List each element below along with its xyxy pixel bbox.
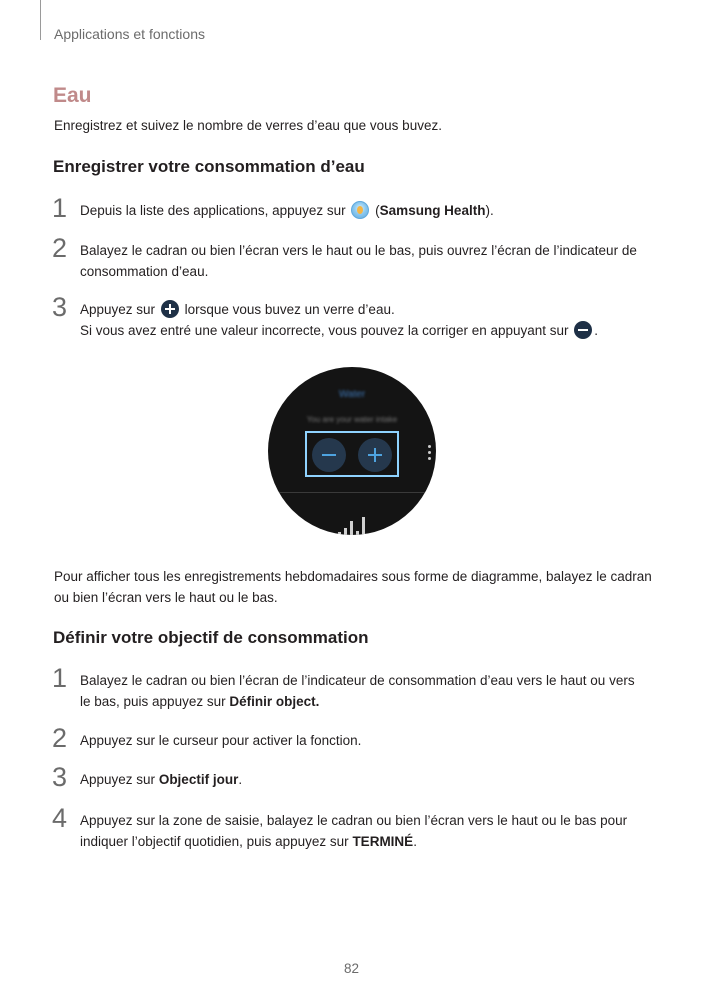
- page-title: Eau: [53, 84, 92, 107]
- step-bold: TERMINÉ: [352, 834, 414, 849]
- section-heading-record: Enregistrer votre consommation d’eau: [53, 157, 365, 176]
- intro-text: Enregistrez et suivez le nombre de verres d’eau que vous buvez.: [54, 118, 442, 133]
- step-text: [80, 769, 645, 790]
- step-number: 3: [52, 762, 68, 792]
- step-number: 4: [52, 803, 68, 833]
- step-number: 3: [52, 292, 68, 322]
- step-text-part: Appuyez sur: [80, 302, 156, 317]
- more-options-icon[interactable]: [428, 445, 431, 463]
- divider: [278, 492, 426, 493]
- step-text-part: .: [594, 323, 599, 338]
- step-bold: Définir object.: [229, 694, 320, 709]
- page-number: 82: [343, 961, 360, 976]
- watch-subtitle: You are your water intake: [306, 415, 398, 424]
- step-text: [80, 200, 645, 221]
- watch-screenshot: [268, 367, 436, 535]
- minus-circle-icon: [574, 321, 592, 339]
- step-text-part: ).: [485, 203, 494, 218]
- step-line-1: [80, 299, 645, 320]
- step-number: 1: [52, 663, 68, 693]
- step-text: [80, 670, 645, 712]
- step-text-part: lorsque vous buvez un verre d’eau.: [184, 302, 395, 317]
- chart-preview-icon: [338, 507, 368, 535]
- step-text-part: Depuis la liste des applications, appuyez sur: [80, 203, 346, 218]
- step-text-part: Balayez le cadran ou bien l’écran de l’indicateur de consommation d’eau vers le haut ou vers le bas, puis appuyez sur: [80, 673, 635, 709]
- step-text: [80, 299, 645, 341]
- step-text-part: (: [371, 203, 380, 218]
- step-text-part: .: [413, 834, 417, 849]
- step-text: [80, 810, 645, 852]
- step-number: 2: [52, 233, 68, 263]
- step-text-part: Appuyez sur: [80, 772, 156, 787]
- samsung-health-icon: [351, 201, 369, 219]
- plus-circle-icon: [161, 300, 179, 318]
- step-text-part: Appuyez sur la zone de saisie, balayez le cadran ou bien l’écran vers le haut ou le bas pour indiquer l’objectif quotidien, puis appuyez sur: [80, 813, 628, 849]
- app-name: Samsung Health: [379, 203, 486, 218]
- watch-plus-button[interactable]: [358, 438, 392, 472]
- watch-title: Water: [338, 389, 366, 400]
- section-heading-goal: Définir votre objectif de consommation: [53, 628, 369, 647]
- watch-minus-button[interactable]: [312, 438, 346, 472]
- step-text: Appuyez sur le curseur pour activer la fonction.: [80, 733, 362, 748]
- header-rule: [40, 0, 41, 40]
- step-text-part: .: [238, 772, 243, 787]
- step-text-part: Si vous avez entré une valeur incorrecte, vous pouvez la corriger en appuyant sur: [80, 323, 569, 338]
- section-header: Applications et fonctions: [54, 26, 205, 42]
- step-number: 1: [52, 193, 68, 223]
- chart-paragraph: Pour afficher tous les enregistrements hebdomadaires sous forme de diagramme, balayez le cadran ou bien l’écran vers le haut ou le bas.: [54, 569, 652, 605]
- step-bold: Objectif jour: [158, 772, 239, 787]
- step-text: Balayez le cadran ou bien l’écran vers le haut ou le bas, puis ouvrez l’écran de l’indicateur de consommation d’eau.: [80, 243, 637, 279]
- step-number: 2: [52, 723, 68, 753]
- step-line-2: [80, 320, 645, 341]
